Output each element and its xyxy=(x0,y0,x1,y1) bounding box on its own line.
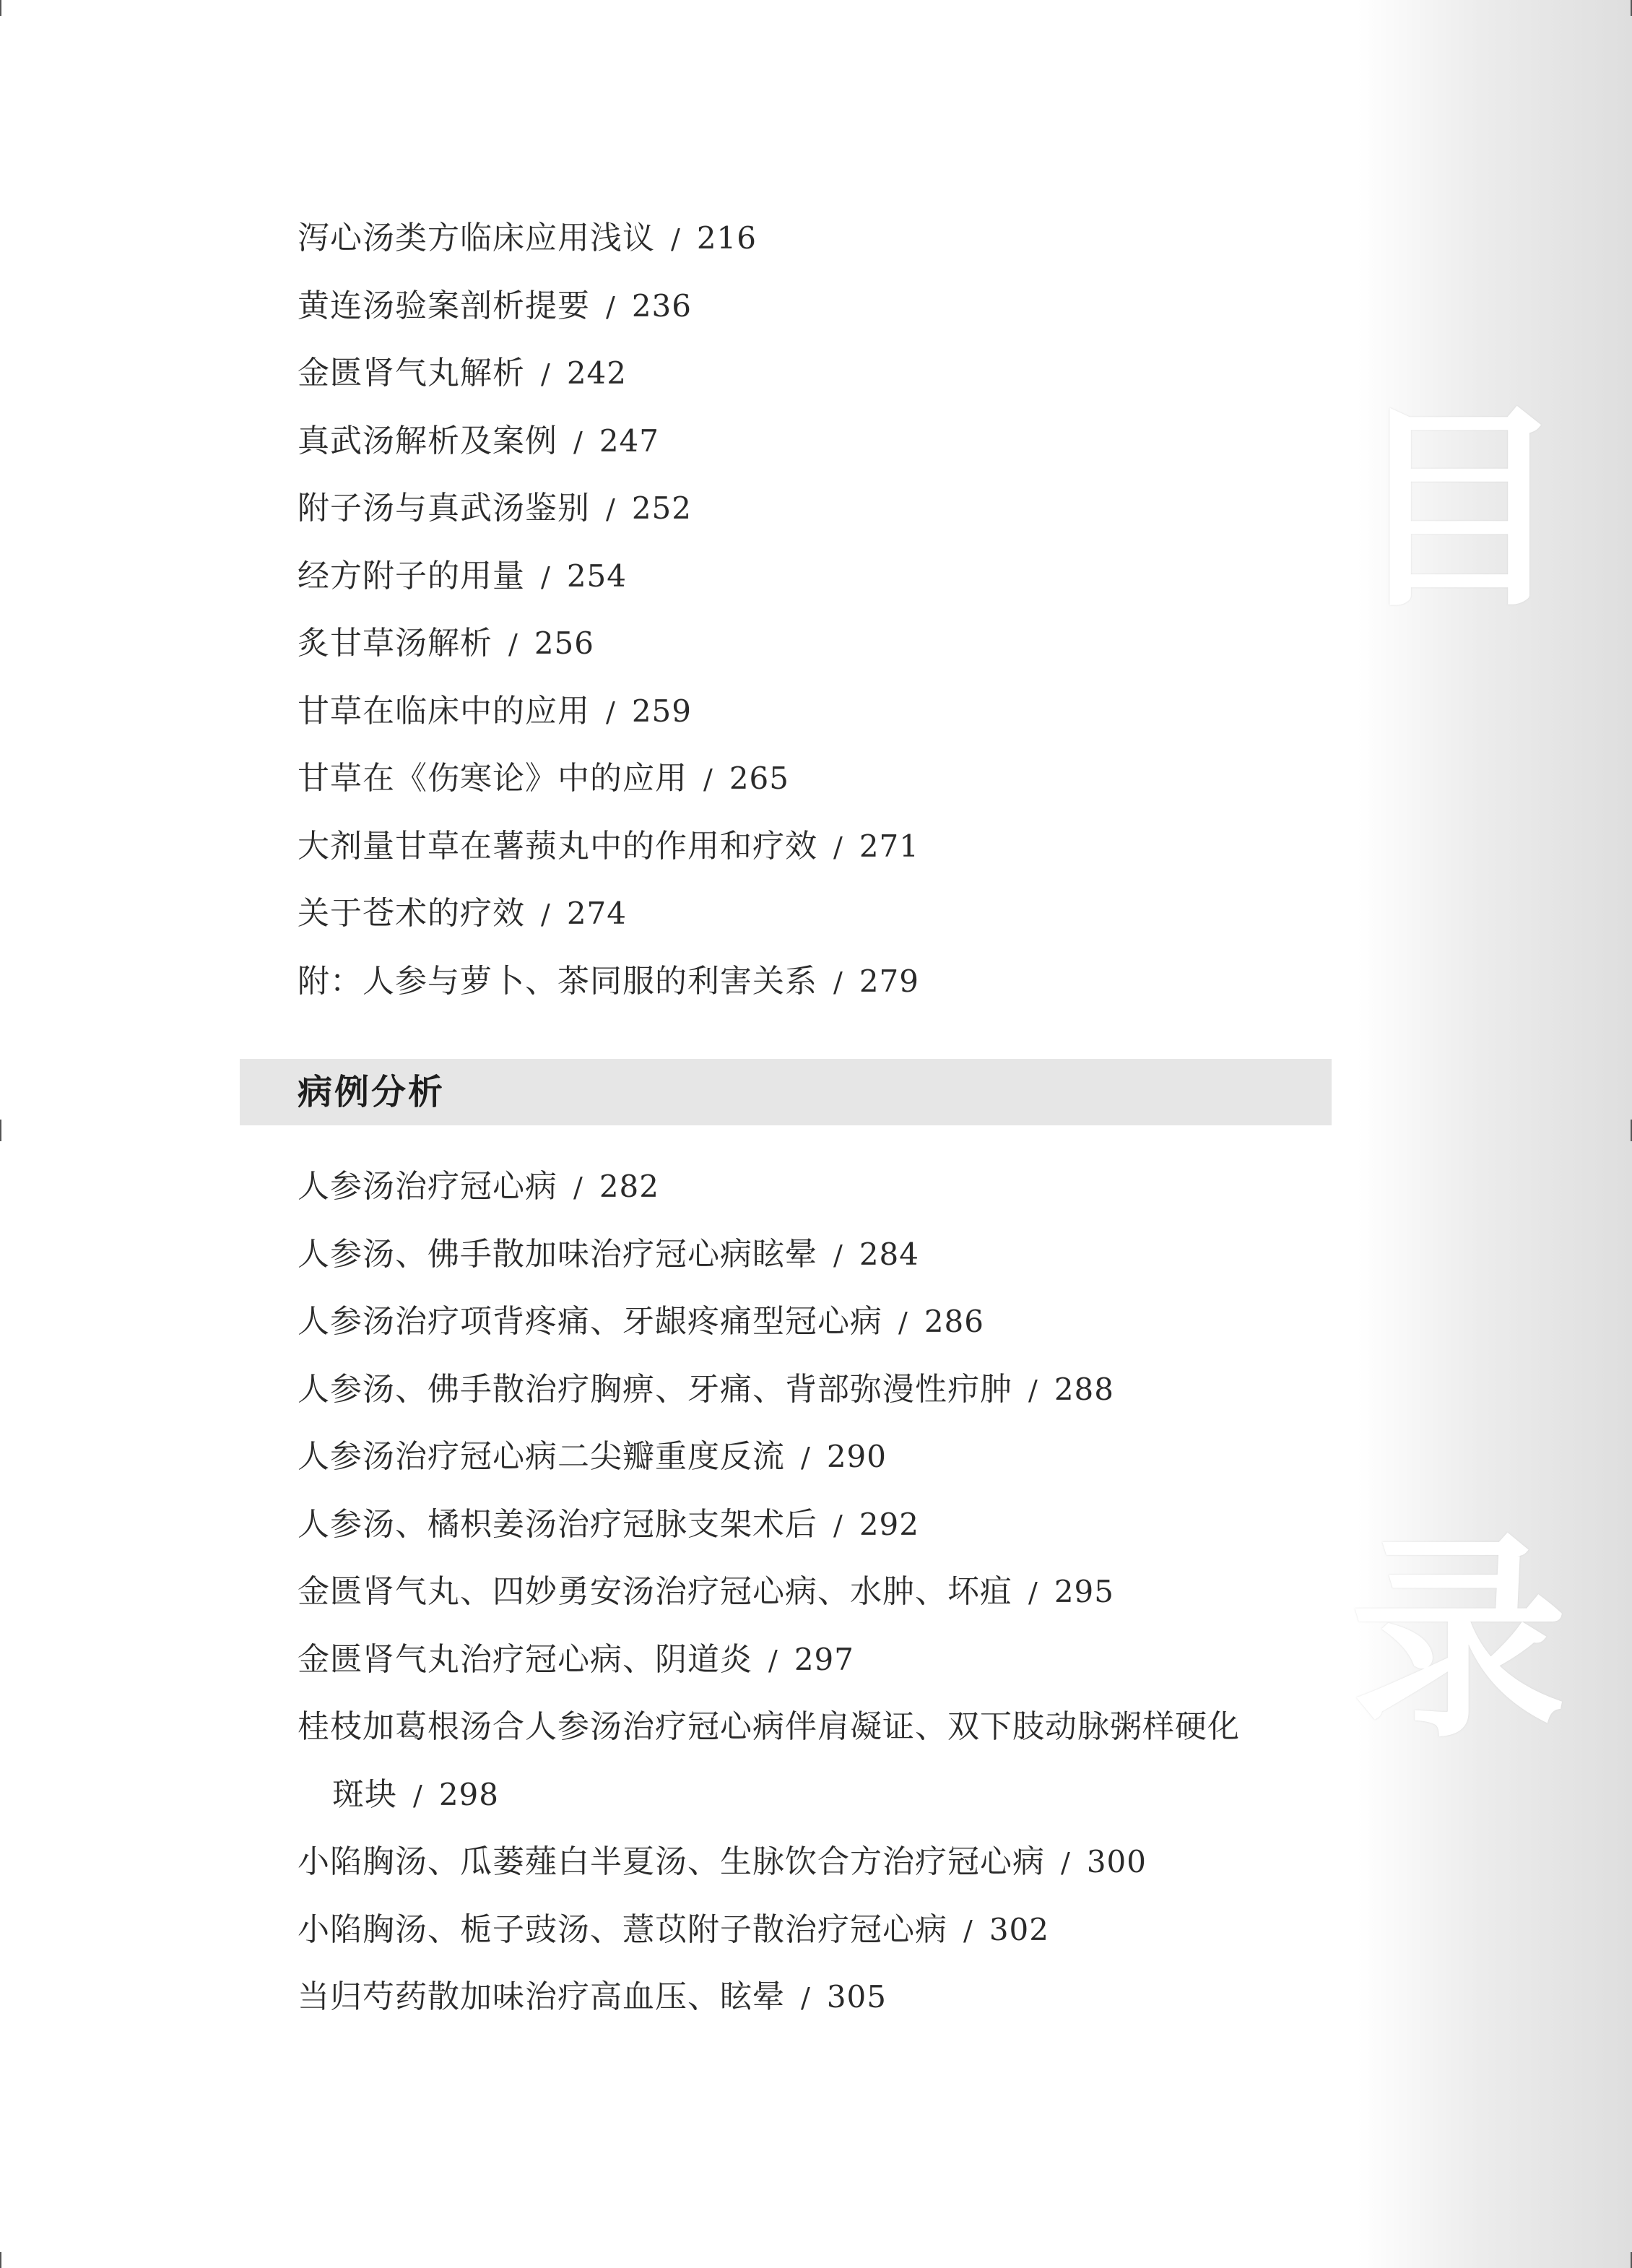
toc-entry[interactable] xyxy=(298,1558,1337,1626)
toc-entry-title: 金匮肾气丸解析 xyxy=(298,355,525,391)
side-gradient-band xyxy=(1358,0,1632,2268)
toc-entry[interactable] xyxy=(298,1356,1337,1424)
toc-separator: / xyxy=(606,493,616,525)
toc-list-3 xyxy=(298,1828,1337,2031)
toc-entry-title: 人参汤、橘枳姜汤治疗冠脉支架术后 xyxy=(298,1505,817,1543)
section-header xyxy=(240,1059,1332,1125)
toc-separator: / xyxy=(703,763,713,795)
crop-mark xyxy=(0,2252,1,2268)
toc-entry-title: 泻心汤类方临床应用浅议 xyxy=(298,220,655,256)
toc-entry-title: 小陷胸汤、瓜蒌薤白半夏汤、生脉饮合方治疗冠心病 xyxy=(298,1843,1045,1880)
toc-page-number: 216 xyxy=(696,220,757,256)
toc-entry[interactable] xyxy=(298,475,1337,542)
toc-page-number: 236 xyxy=(631,287,692,324)
toc-separator: / xyxy=(573,425,583,458)
toc-entry-title: 当归芍药散加味治疗高血压、眩晕 xyxy=(298,1978,785,2015)
toc-page-number: 305 xyxy=(826,1979,887,2014)
toc-entry-title: 甘草在临床中的应用 xyxy=(298,692,590,730)
section-title: 病例分析 xyxy=(298,1072,446,1112)
toc-entry[interactable] xyxy=(298,339,1337,407)
toc-page-number: 254 xyxy=(566,558,627,594)
toc-page-number: 286 xyxy=(924,1304,984,1339)
toc-separator: / xyxy=(508,628,518,660)
toc-page-number: 247 xyxy=(599,423,659,459)
toc-separator: / xyxy=(573,1172,583,1203)
toc-separator: / xyxy=(963,1914,973,1947)
toc-entry-title: 桂枝加葛根汤合人参汤治疗冠心病伴肩凝证、双下肢动脉粥样硬化 xyxy=(298,1708,1240,1745)
toc-list-1 xyxy=(298,204,1337,1015)
toc-entry[interactable] xyxy=(298,880,1337,948)
toc-entry[interactable] xyxy=(298,1963,1337,2031)
toc-entry[interactable] xyxy=(298,610,1337,678)
toc-page-number: 300 xyxy=(1086,1844,1147,1879)
toc-entry[interactable] xyxy=(298,1491,1337,1559)
toc-page-number: 256 xyxy=(534,626,594,661)
toc-entry[interactable] xyxy=(298,407,1337,475)
toc-page-number: 274 xyxy=(566,896,627,931)
toc-page-number: 282 xyxy=(599,1169,659,1204)
toc-entry-title: 关于苍术的疗效 xyxy=(298,895,525,932)
toc-entry[interactable] xyxy=(298,948,1337,1016)
toc-entry-title: 人参汤治疗冠心病二尖瓣重度反流 xyxy=(298,1438,785,1475)
toc-separator: / xyxy=(1028,1577,1038,1609)
toc-page-number: 252 xyxy=(631,490,692,526)
toc-entry[interactable] xyxy=(298,1896,1337,1964)
toc-entry-title: 甘草在《伤寒论》中的应用 xyxy=(298,760,687,797)
toc-separator: / xyxy=(833,1509,843,1541)
toc-entry[interactable] xyxy=(298,1423,1337,1491)
toc-entry[interactable] xyxy=(298,1288,1337,1356)
toc-entry-title: 真武汤解析及案例 xyxy=(298,422,557,459)
toc-entry[interactable] xyxy=(298,542,1337,610)
toc-entry[interactable] xyxy=(298,813,1337,880)
toc-entry-line xyxy=(298,1761,1337,1829)
toc-page-number: 242 xyxy=(566,355,627,391)
toc-wrapped-entry[interactable] xyxy=(298,1693,1337,1828)
toc-entry-title: 附子汤与真武汤鉴别 xyxy=(298,490,590,527)
toc-separator: / xyxy=(801,1442,811,1473)
toc-separator: / xyxy=(768,1644,778,1676)
toc-page-number: 297 xyxy=(794,1641,854,1677)
crop-mark xyxy=(0,1120,1,1141)
toc-page-number: 265 xyxy=(729,761,789,796)
toc-entry-title: 人参汤治疗冠心病 xyxy=(298,1168,557,1205)
toc-entry-title: 金匮肾气丸治疗冠心病、阴道炎 xyxy=(298,1640,752,1678)
toc-page-number: 298 xyxy=(438,1776,499,1812)
toc-entry-title: 人参汤、佛手散加味治疗冠心病眩晕 xyxy=(298,1235,817,1273)
toc-separator: / xyxy=(541,358,551,390)
toc-separator: / xyxy=(801,1982,811,2014)
toc-entry-title: 小陷胸汤、栀子豉汤、薏苡附子散治疗冠心病 xyxy=(298,1910,947,1948)
toc-entry[interactable] xyxy=(298,678,1337,745)
toc-page-number: 284 xyxy=(859,1236,919,1272)
toc-separator: / xyxy=(1028,1374,1038,1406)
toc-entry[interactable] xyxy=(298,1221,1337,1289)
toc-entry[interactable] xyxy=(298,204,1337,272)
toc-separator: / xyxy=(606,290,616,323)
toc-entry-title: 黄连汤验案剖析提要 xyxy=(298,287,590,324)
toc-page-number: 271 xyxy=(859,828,919,864)
toc-page-number: 295 xyxy=(1054,1574,1114,1609)
toc-page-number: 290 xyxy=(826,1439,887,1474)
toc-separator: / xyxy=(1061,1847,1071,1879)
toc-list-2 xyxy=(298,1153,1337,1693)
toc-separator: / xyxy=(413,1779,423,1812)
side-title-char-bottom: 录 xyxy=(1350,1512,1567,1767)
toc-separator: / xyxy=(541,560,551,593)
toc-entry-title: 人参汤、佛手散治疗胸痹、牙痛、背部弥漫性疖肿 xyxy=(298,1370,1012,1408)
toc-page-number: 302 xyxy=(989,1911,1049,1947)
toc-entry[interactable] xyxy=(298,745,1337,813)
toc-entry[interactable] xyxy=(298,272,1337,340)
toc-entry[interactable] xyxy=(298,1828,1337,1896)
toc-entry-title: 经方附子的用量 xyxy=(298,557,525,594)
toc-page-number: 288 xyxy=(1054,1371,1114,1407)
toc-separator: / xyxy=(833,831,843,863)
toc-page-number: 279 xyxy=(859,963,919,999)
toc-entry-title: 大剂量甘草在薯蓣丸中的作用和疗效 xyxy=(298,827,817,865)
toc-entry-title: 附：人参与萝卜、茶同服的利害关系 xyxy=(298,962,817,1000)
toc-separator: / xyxy=(671,223,681,255)
toc-separator: / xyxy=(898,1307,908,1338)
toc-entry[interactable] xyxy=(298,1153,1337,1221)
toc-separator: / xyxy=(541,899,551,930)
toc-entry-title-continued: 斑块 xyxy=(332,1775,397,1813)
side-title-char-top: 目 xyxy=(1350,381,1567,636)
toc-page-number: 292 xyxy=(859,1506,919,1542)
toc-page-number: 259 xyxy=(631,693,692,729)
toc-separator: / xyxy=(833,1239,843,1271)
crop-mark xyxy=(0,0,1,16)
toc-entry-title: 炙甘草汤解析 xyxy=(298,625,492,662)
toc-separator: / xyxy=(606,696,616,728)
toc-entry-title: 金匮肾气丸、四妙勇安汤治疗冠心病、水肿、坏疽 xyxy=(298,1573,1012,1610)
toc-entry-title: 人参汤治疗项背疼痛、牙龈疼痛型冠心病 xyxy=(298,1303,882,1340)
toc-separator: / xyxy=(833,966,843,998)
toc-entry-line xyxy=(298,1693,1337,1761)
toc-entry[interactable] xyxy=(298,1626,1337,1694)
